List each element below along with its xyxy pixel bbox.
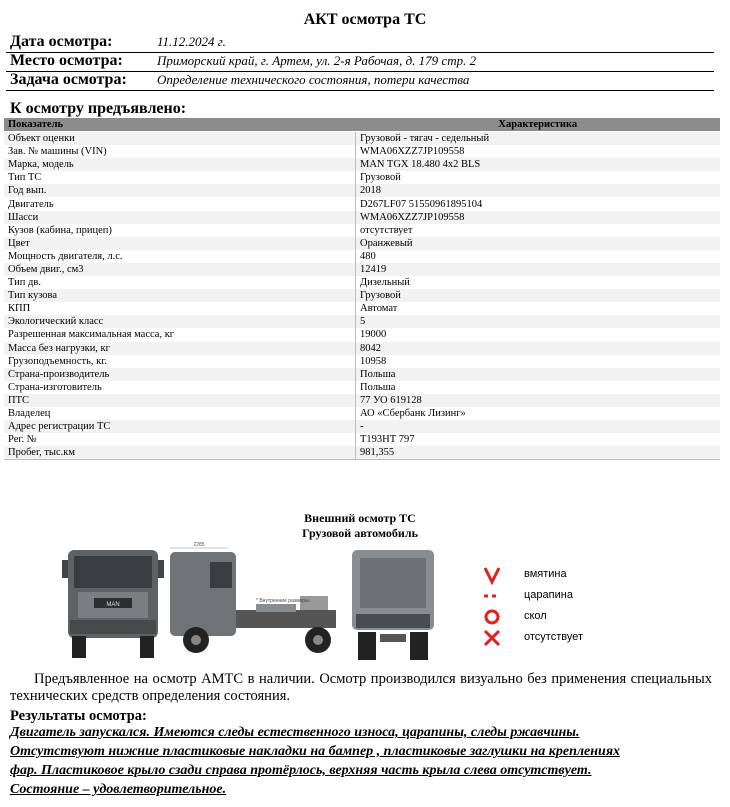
table-row bbox=[4, 250, 720, 263]
dent-symbol-icon bbox=[480, 565, 504, 585]
row-value: 8042 bbox=[356, 342, 721, 355]
table-row bbox=[4, 171, 720, 184]
legend-item-scratch bbox=[480, 586, 610, 607]
row-value: 10958 bbox=[356, 355, 721, 368]
row-indicator: Разрешенная максимальная масса, кг bbox=[4, 328, 356, 341]
inspection-title-line2: Грузовой автомобиль bbox=[302, 526, 418, 540]
legend-label-dent: вмятина bbox=[524, 568, 567, 580]
row-value: 19000 bbox=[356, 328, 721, 341]
truck-side-view bbox=[170, 542, 336, 653]
meta-place-row bbox=[6, 52, 714, 72]
scratch-symbol-icon bbox=[480, 586, 504, 606]
row-value: MAN TGX 18.480 4x2 BLS bbox=[356, 158, 721, 171]
table-row bbox=[4, 381, 720, 394]
row-indicator: Зав. № машины (VIN) bbox=[4, 145, 356, 158]
row-value: WMA06XZZ7JP109558 bbox=[356, 211, 721, 224]
row-indicator: Шасси bbox=[4, 211, 356, 224]
row-indicator: Тип кузова bbox=[4, 289, 356, 302]
row-indicator: Кузов (кабина, прицеп) bbox=[4, 224, 356, 237]
legend-item-chip bbox=[480, 607, 610, 628]
table-row bbox=[4, 433, 720, 446]
row-indicator: Адрес регистрации ТС bbox=[4, 420, 356, 433]
row-value: 77 УО 619128 bbox=[356, 394, 721, 407]
row-indicator: Тип дв. bbox=[4, 276, 356, 289]
row-value: Грузовой bbox=[356, 171, 721, 184]
task-value: Определение технического состояния, потери качества bbox=[157, 72, 470, 87]
meta-date-row bbox=[6, 33, 714, 53]
table-row bbox=[4, 263, 720, 276]
inspection-title bbox=[220, 511, 500, 541]
row-value: Грузовой - тягач - седельный bbox=[356, 132, 721, 146]
table-row bbox=[4, 394, 720, 407]
results-line: фар. Пластиковое крыло сзади справа протёрлось, верхняя часть крыла слева отсутствует. bbox=[10, 763, 592, 778]
row-indicator: Мощность двигателя, л.с. bbox=[4, 250, 356, 263]
row-indicator: Рег. № bbox=[4, 433, 356, 446]
row-indicator: Страна-изготовитель bbox=[4, 381, 356, 394]
table-row bbox=[4, 315, 720, 328]
table-row bbox=[4, 145, 720, 158]
row-indicator: Марка, модель bbox=[4, 158, 356, 171]
task-label: Задача осмотра: bbox=[10, 71, 127, 88]
row-indicator: Экологический класс bbox=[4, 315, 356, 328]
table-row bbox=[4, 237, 720, 250]
meta-task-row bbox=[6, 71, 714, 91]
truck-front-view bbox=[62, 550, 164, 658]
inspection-paragraph: Предъявленное на осмотр АМТС в наличии. Осмотр производился визуально без применения специальных технических средств определения состояния. bbox=[10, 671, 712, 704]
legend-item-dent bbox=[480, 565, 610, 586]
chip-symbol-icon bbox=[480, 607, 504, 627]
spec-table bbox=[4, 118, 720, 460]
table-row bbox=[4, 211, 720, 224]
document-title: АКТ осмотра ТС bbox=[303, 11, 427, 28]
results-line: Двигатель запускался. Имеются следы естественного износа, царапины, следы ржавчины. bbox=[10, 725, 580, 740]
row-value: 12419 bbox=[356, 263, 721, 276]
missing-symbol-icon bbox=[480, 628, 504, 648]
table-row bbox=[4, 355, 720, 368]
truck-rear-view bbox=[352, 550, 434, 660]
row-indicator: Объем двиг., см3 bbox=[4, 263, 356, 276]
row-value: отсутствует bbox=[356, 224, 721, 237]
table-row bbox=[4, 328, 720, 341]
table-row bbox=[4, 302, 720, 315]
date-value: 11.12.2024 г. bbox=[157, 34, 226, 49]
table-row bbox=[4, 407, 720, 420]
row-value: Польша bbox=[356, 368, 721, 381]
results-line: Отсутствуют нижние пластиковые накладки на бампер , пластиковые заглушки на креплениях bbox=[10, 744, 621, 759]
row-value: Дизельный bbox=[356, 276, 721, 289]
inspection-title-line1: Внешний осмотр ТС bbox=[304, 511, 416, 525]
row-value: Грузовой bbox=[356, 289, 721, 302]
place-value: Приморский край, г. Артем, ул. 2-я Рабочая, д. 179 стр. 2 bbox=[157, 53, 477, 68]
row-indicator: Владелец bbox=[4, 407, 356, 420]
row-indicator: ПТС bbox=[4, 394, 356, 407]
dimension-label: 2285 bbox=[193, 542, 205, 548]
row-value: Польша bbox=[356, 381, 721, 394]
row-indicator: Масса без нагрузки, кг bbox=[4, 342, 356, 355]
row-indicator: Цвет bbox=[4, 237, 356, 250]
row-indicator: Грузоподъемность, кг. bbox=[4, 355, 356, 368]
row-indicator: Пробег, тыс.км bbox=[4, 446, 356, 460]
table-row bbox=[4, 224, 720, 237]
row-indicator: Тип ТС bbox=[4, 171, 356, 184]
row-value: - bbox=[356, 420, 721, 433]
results-line: Состояние – удовлетворительное. bbox=[10, 782, 227, 797]
legend-item-missing bbox=[480, 628, 610, 649]
row-indicator: КПП bbox=[4, 302, 356, 315]
table-row bbox=[4, 184, 720, 197]
row-value: Автомат bbox=[356, 302, 721, 315]
place-label: Место осмотра: bbox=[10, 52, 123, 69]
table-row bbox=[4, 342, 720, 355]
image-note: * Внутренние размеры. bbox=[256, 598, 311, 604]
row-indicator: Страна-производитель bbox=[4, 368, 356, 381]
table-row bbox=[4, 197, 720, 210]
table-row bbox=[4, 276, 720, 289]
row-value: WMA06XZZ7JP109558 bbox=[356, 145, 721, 158]
table-row bbox=[4, 420, 720, 433]
row-indicator: Объект оценки bbox=[4, 132, 356, 146]
row-value: 5 bbox=[356, 315, 721, 328]
row-value: Оранжевый bbox=[356, 237, 721, 250]
section-title: К осмотру предъявлено: bbox=[10, 100, 187, 117]
table-row bbox=[4, 289, 720, 302]
row-value: 2018 bbox=[356, 184, 721, 197]
row-value: Т193НТ 797 bbox=[356, 433, 721, 446]
row-value: 981,355 bbox=[356, 446, 721, 460]
row-indicator: Двигатель bbox=[4, 197, 356, 210]
table-row bbox=[4, 446, 720, 460]
table-row bbox=[4, 132, 720, 146]
row-value: D267LF07 51550961895104 bbox=[356, 197, 721, 210]
truck-brand-text: MAN bbox=[106, 602, 120, 608]
results-text bbox=[10, 723, 718, 799]
row-value: 480 bbox=[356, 250, 721, 263]
legend-label-chip: скол bbox=[524, 610, 547, 622]
header-indicator: Показатель bbox=[4, 118, 356, 132]
truck-diagram bbox=[60, 540, 450, 670]
date-label: Дата осмотра: bbox=[10, 33, 113, 50]
damage-legend bbox=[480, 565, 610, 649]
legend-label-missing: отсутствует bbox=[524, 631, 584, 643]
table-row bbox=[4, 368, 720, 381]
row-indicator: Год вып. bbox=[4, 184, 356, 197]
results-title: Результаты осмотра: bbox=[10, 708, 147, 724]
row-value: АО «Сбербанк Лизинг» bbox=[356, 407, 721, 420]
legend-label-scratch: царапина bbox=[524, 589, 573, 601]
header-characteristic: Характеристика bbox=[356, 118, 721, 132]
table-header-row bbox=[4, 118, 720, 132]
table-row bbox=[4, 158, 720, 171]
